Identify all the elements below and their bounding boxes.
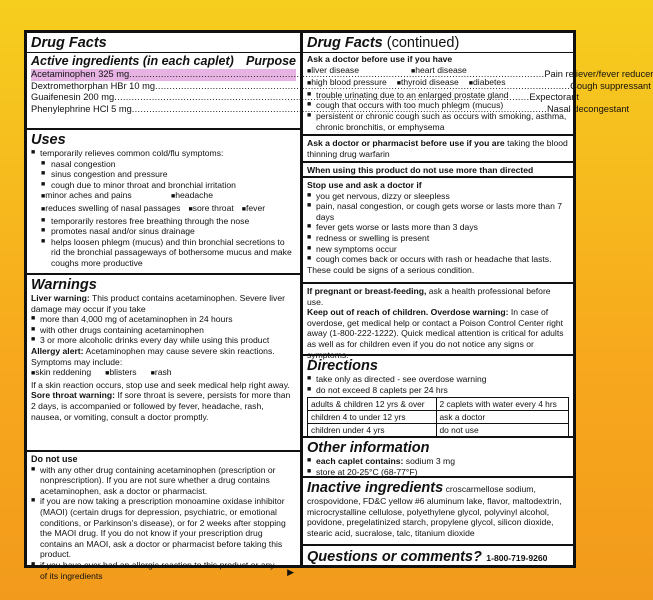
dosage-amount-cell: do not use [436,424,568,437]
uses-pair-row [31,190,296,203]
condition-item: ■ trouble urinating due to an enlarged prostate gland [307,90,569,101]
allergy-alert-label: Allergy alert: [31,345,84,356]
do-not-use-item: ■ if you are now taking a prescription monoamine oxidase inhibitor (MAOI) (certain drugs for depression, psychiatric, or emotional conditions, or Parkinson's disease), or for 2 weeks after stopping the MAOI drug. If you do not know if your prescription drug contains an MAOI, ask a doctor or pharmacist before taking this product. [31,496,296,560]
ask-doctor-row [307,77,569,90]
uses-section [27,130,300,275]
drug-facts-panel [24,30,653,581]
sodium-info [307,456,569,467]
liver-warning-text: This product contains acetaminophen. Severe liver damage may occur if you take [31,293,285,314]
uses-item: ■ temporarily restores free breathing through the nose [31,216,296,227]
questions-phone: 1-800-719-9260 [486,553,548,563]
uses-item: ■ nasal congestion [31,159,296,170]
condition-item: ■ cough that occurs with too much phlegm (mucus) [307,100,569,111]
sore-throat-warning [31,390,296,422]
ask-doctor-heading: Ask a doctor before use if you have [307,54,453,64]
uses-item: ■ headache [171,190,213,203]
condition-item: ■ persistent or chronic cough such as occurs with smoking, asthma, chronic bronchitis, or emphysema [307,111,569,132]
stop-use-item: ■ pain, nasal congestion, or cough gets worse or lasts more than 7 days [307,201,569,222]
inactive-ingredients-text [307,480,569,538]
pregnant-heading: If pregnant or breast-feeding, [307,286,427,296]
do-not-use-section [27,452,300,584]
sodium-label: each caplet contains: [316,456,404,466]
allergy-symptom: ■ rash [151,367,172,380]
inactive-ingredients-section [303,478,573,546]
sodium-value: sodium 3 mg [405,456,455,466]
ingredient-purpose: Nasal decongestant [546,103,630,114]
stop-use-item: ■ cough comes back or occurs with rash or headache that lasts. [307,254,569,265]
pregnant-keepout-section [303,284,573,360]
condition-item: ■ liver disease [307,65,399,78]
uses-item: ■ minor aches and pains [41,190,159,203]
liver-warning-label: Liver warning: [31,293,90,303]
pregnant-text [307,286,569,307]
when-using-heading: When using this product do not use more than directed [307,165,534,175]
inactive-ingredients-heading: Inactive ingredients [307,480,444,496]
do-not-use-item: ■ with any other drug containing acetaminophen (prescription or nonprescription). If you are not sure whether a drug contains acetaminophen, ask a doctor or pharmacist. [31,465,296,497]
liver-item: ■ with other drugs containing acetaminophen [31,325,296,336]
allergy-symptom: ■ blisters [105,367,136,380]
right-column [303,33,573,565]
directions-item: ■ do not exceed 8 caplets per 24 hrs [307,385,569,396]
dosage-age-cell: adults & children 12 yrs & over [308,398,437,411]
when-using-section [303,163,573,178]
do-not-use-item: ■ if you have ever had an allergic reaction to this product or any of its ingredients [31,560,296,581]
uses-item: ■ promotes nasal and/or sinus drainage [31,226,296,237]
uses-item: ■ helps loosen phlegm (mucus) and thin bronchial secretions to rid the bronchial passageways of bothersome mucus and make coughs more productive [31,237,296,269]
questions-section [303,546,573,569]
ask-pharmacist-section [303,136,573,163]
ask-pharmacist-detail: taking the blood thinning drug warfarin [307,138,568,159]
allergy-after: If a skin reaction occurs, stop use and seek medical help right away. [31,379,290,390]
table-row [308,398,569,411]
sore-throat-text: If sore throat is severe, persists for more than 2 days, is accompanied or followed by fever, headache, rash, nausea, or vomiting, consult a doctor promptly. [31,390,291,422]
drug-facts-title: Drug Facts [31,35,107,51]
liver-warning [31,293,296,314]
condition-item: ■ diabetes [469,77,506,90]
stop-use-after: These could be signs of a serious condition. [307,264,475,275]
drug-facts-continued-title [307,35,569,51]
table-row [308,424,569,437]
ingredient-purpose: Cough suppressant [570,80,651,91]
allergy-alert [31,346,296,367]
condition-item: ■ high blood pressure [307,77,387,90]
ingredient-purpose: Expectorant [529,92,579,103]
active-ingredients-header [31,54,296,69]
liver-item: ■ 3 or more alcoholic drinks every day while using this product [31,335,296,346]
uses-item: ■ sinus congestion and pressure [31,169,296,180]
uses-item: ■ reduces swelling of nasal passages [41,203,180,216]
dosage-amount-cell: ask a doctor [436,411,568,424]
inactive-ingredients-list: croscarmellose sodium, crospovidone, FD&C yellow #6 aluminum lake, flavor, maltodextrin, microcrystalline cellulose, polyethylene glycol, polyvinyl alcohol, povidone, pregelatinized starch, propylene glycol, silicon dioxide, stearic acid, sucralose, talc, titanium dioxide [307,484,562,538]
allergy-symptoms-row [31,367,296,380]
uses-intro: ■ temporarily relieves common cold/flu symptoms: [31,148,296,159]
stop-use-item: ■ fever gets worse or lasts more than 3 days [307,222,569,233]
purpose-heading: Purpose [245,54,296,68]
uses-item: ■ sore throat [188,203,233,216]
stop-use-item: ■ you get nervous, dizzy or sleepless [307,191,569,202]
dosage-age-cell: children 4 to under 12 yrs [308,411,437,424]
liver-item: ■ more than 4,000 mg of acetaminophen in 24 hours [31,314,296,325]
uses-heading: Uses [31,132,66,148]
other-info-section [303,438,573,478]
stop-use-item: ■ redness or swelling is present [307,233,569,244]
active-ingredients-heading: Active ingredients (in each caplet) [31,54,234,68]
uses-pair-row [31,203,296,216]
sore-throat-label: Sore throat warning: [31,390,116,401]
keep-out-heading: Keep out of reach of children. Overdose warning: [307,307,509,318]
questions-heading: Questions or comments? [307,549,482,565]
allergy-symptom: ■ skin reddening [31,367,91,380]
directions-heading: Directions [307,358,378,374]
stop-use-section [303,178,573,284]
keep-out-text [307,307,569,360]
directions-section [303,356,573,438]
ingredient-name: Guaifenesin 200 mg [31,92,115,103]
continued-title-text: Drug Facts [307,35,383,51]
dosage-age-cell: children under 4 yrs [308,424,437,437]
ask-pharmacist-text [307,138,569,159]
stop-use-item: ■ new symptoms occur [307,244,569,255]
condition-item: ■ heart disease [411,65,467,78]
dosage-amount-cell: 2 caplets with water every 4 hrs [436,398,568,411]
stop-use-heading: Stop use and ask a doctor if [307,180,422,190]
pregnant-detail: ask a health professional before use. [307,286,551,307]
ingredient-name: Phenylephrine HCl 5 mg [31,103,132,114]
ingredient-purpose: Pain reliever/fever reducer [544,69,653,79]
ask-doctor-section [303,33,573,136]
ingredient-name: Dextromethorphan HBr 10 mg [31,80,156,91]
table-row [308,411,569,424]
keep-out-detail: In case of overdose, get medical help or contact a Poison Control Center right away (1-800-222-1222). Quick medical attention is critical for adults as well as for children even if you do not notice any signs or symptoms. [307,307,564,360]
allergy-alert-text: Acetaminophen may cause severe skin reactions. Symptoms may include: [31,345,275,367]
dosage-table [307,397,569,437]
other-info-heading: Other information [307,440,430,456]
ask-pharmacist-heading: Ask a doctor or pharmacist before use if you are [307,138,505,148]
continue-arrow-icon: ▶ [287,567,294,578]
continued-suffix: (continued) [386,35,460,51]
warnings-section [27,275,300,452]
directions-item: ■ take only as directed - see overdose warning [307,374,569,385]
storage-info: ■ store at 20-25°C (68-77°F) [307,467,569,478]
uses-item: ■ fever [242,203,265,216]
ask-doctor-row [307,65,569,78]
do-not-use-heading: Do not use [31,454,78,464]
warnings-heading: Warnings [31,277,97,293]
ingredient-name: Acetaminophen 325 mg [31,69,130,79]
uses-item: ■ cough due to minor throat and bronchial irritation [31,180,296,191]
condition-item: ■ thyroid disease [397,77,459,90]
